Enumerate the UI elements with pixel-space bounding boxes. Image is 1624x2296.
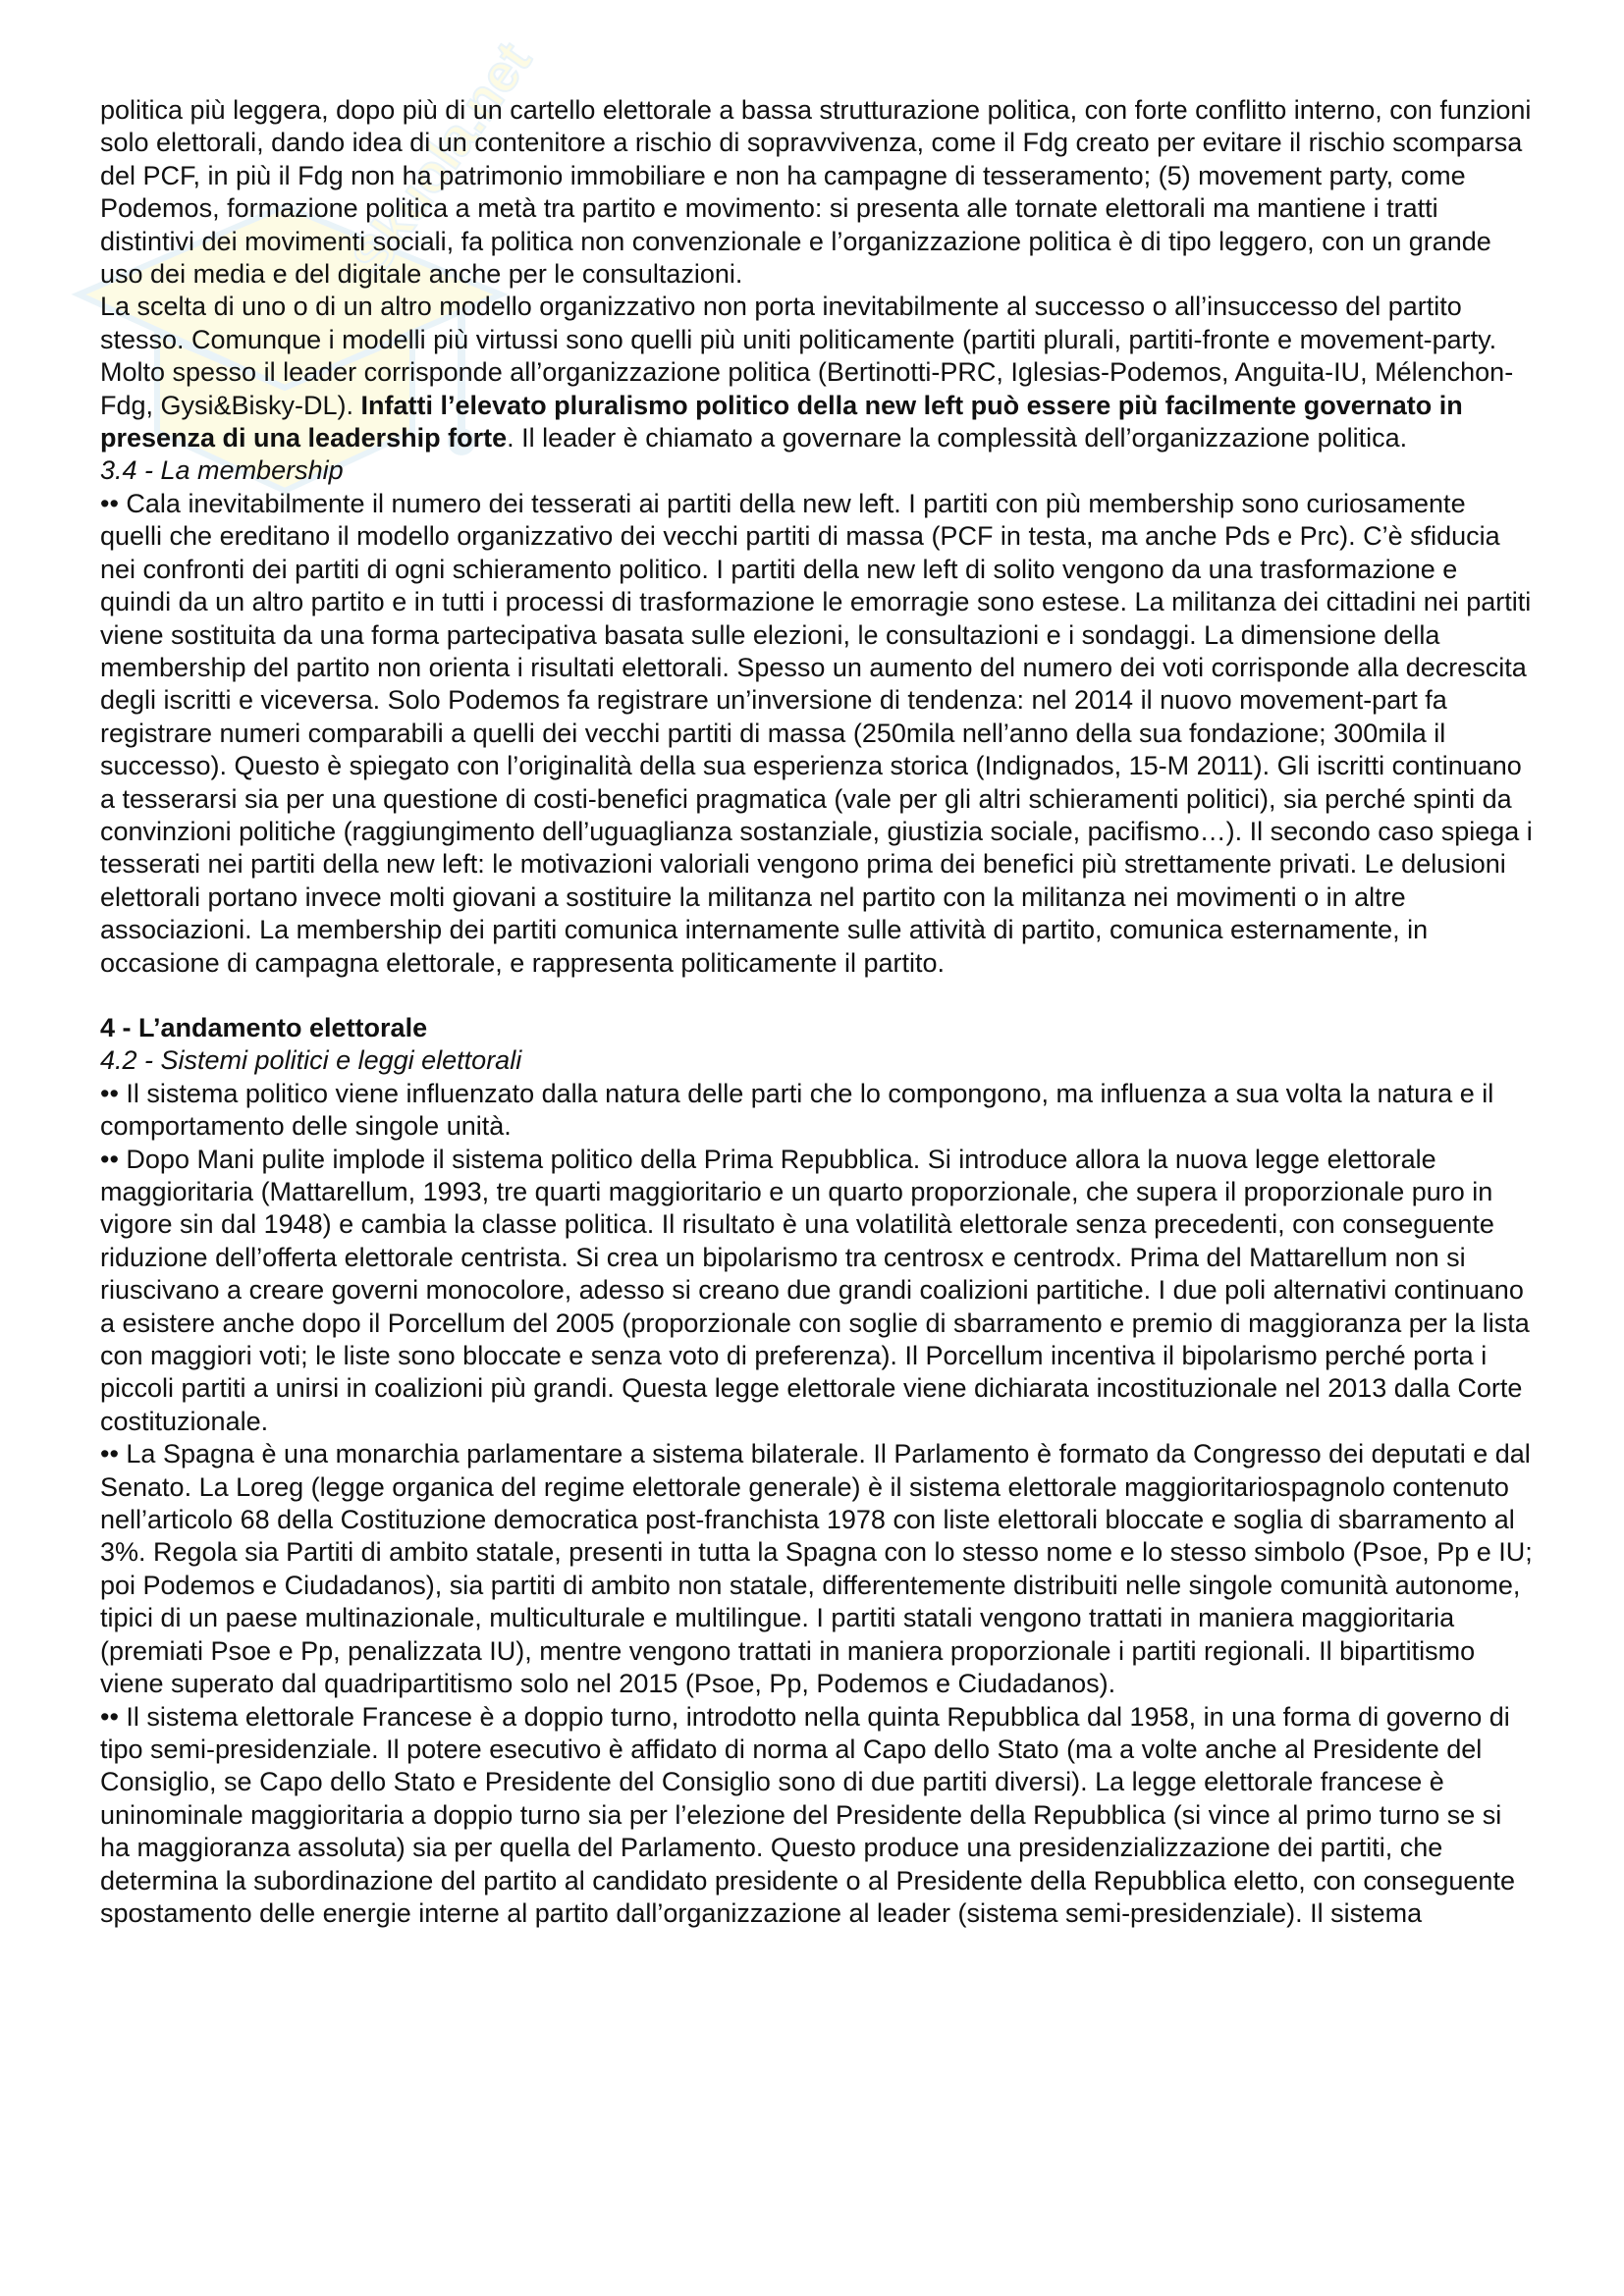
- section-heading: 4 - L’andamento elettorale: [100, 1012, 428, 1042]
- paragraph: •• Cala inevitabilmente il numero dei tesserati ai partiti della new left. I partiti con più membership sono curiosamente quelli che ereditano il modello organizzativo dei vecchi partiti di massa (PCF in testa, ma anche Pds e Prc). C’è sfiducia nei confronti dei partiti di ogni schieramento politico. I partiti della new left di solito vengono da una trasformazione e quindi da un altro partito e in tutti i processi di trasformazione le emorragie sono estese. La militanza dei cittadini nei partiti viene sostituita da una forma partecipativa basata sulle elezioni, le consultazioni e i sondaggi. La dimensione della membership del partito non orienta i risultati elettorali. Spesso un aumento del numero dei voti corrisponde alla decrescita degli iscritti e viceversa. Solo Podemos fa registrare un’inversione di tendenza: nel 2014 il nuovo movement-part fa registrare numeri comparabili a quelli dei vecchi partiti di massa (250mila nell’anno della sua fondazione; 300mila il successo). Questo è spiegato con l’originalità della sua esperienza storica (Indignados, 15-M 2011). Gli iscritti continuano a tesserarsi sia per una questione di costi-benefici pragmatica (vale per gli altri schieramenti politici), sia perché spinti da convinzioni politiche (raggiungimento dell’uguaglianza sostanziale, giustizia sociale, pacifismo…). Il secondo caso spiega i tesserati nei partiti della new left: le motivazioni valoriali vengono prima dei benefici più strettamente privati. Le delusioni elettorali portano invece molti giovani a sostituire la militanza nel partito con la militanza nei movimenti o in altre associazioni. La membership dei partiti comunica internamente sulle attività di partito, comunica esternamente, in occasione di campagna elettorale, e rappresenta politicamente il partito.: [100, 488, 1533, 978]
- paragraph: •• La Spagna è una monarchia parlamentare a sistema bilaterale. Il Parlamento è formato da Congresso dei deputati e dal Senato. La Loreg (legge organica del regime elettorale generale) è il sistema elettorale maggioritariospagnolo contenuto nell’articolo 68 della Costituzione democratica post-franchista 1978 con liste elettorali bloccate e soglia di sbarramento al 3%. Regola sia Partiti di ambito statale, presenti in tutta la Spagna con lo stesso nome e lo stesso simbolo (Psoe, Pp e IU; poi Podemos e Ciudadanos), sia partiti di ambito non statale, differentemente distribuiti nelle singole comunità autonome, tipici di un paese multinazionale, multiculturale e multilingue. I partiti statali vengono trattati in maniera maggioritaria (premiati Psoe e Pp, penalizzata IU), mentre vengono trattati in maniera proporzionale i partiti regionali. Il bipartitismo viene superato dal quadripartitismo solo nel 2015 (Psoe, Pp, Podemos e Ciudadanos).: [100, 1439, 1533, 1699]
- paragraph: •• Il sistema elettorale Francese è a doppio turno, introdotto nella quinta Repubblica dal 1958, in una forma di governo di tipo semi-presidenziale. Il potere esecutivo è affidato di norma al Capo dello Stato (ma a volte anche al Presidente del Consiglio, se Capo dello Stato e Presidente del Consiglio sono di due partiti diversi). La legge elettorale francese è uninominale maggioritaria a doppio turno sia per l’elezione del Presidente della Repubblica (si vince al primo turno se si ha maggioranza assoluta) sia per quella del Parlamento. Questo produce una presidenzializzazione dei partiti, che determina la subordinazione del partito al candidato presidente o al Presidente della Repubblica eletto, con conseguente spostamento delle energie interne al partito dall’organizzazione al leader (sistema semi-presidenziale). Il sistema: [100, 1701, 1515, 1928]
- document-body: [100, 94, 1534, 1930]
- paragraph: •• Il sistema politico viene influenzato dalla natura delle parti che lo compongono, ma influenza a sua volta la natura e il comportamento delle singole unità.: [100, 1078, 1494, 1142]
- paragraph-text: La scelta di uno o di un altro modello organizzativo non porta inevitabilmente al successo o all’insuccesso del partito stesso. Comunque i modelli più virtussi sono quelli più uniti politicamente (partiti plurali, partiti-fronte e movement-party. Molto spesso il leader corrisponde all’organizzazione politica (Bertinotti-PRC, Iglesias-Podemos, Anguita-IU, Mélenchon-Fdg, Gysi&Bisky-DL).: [100, 292, 1514, 420]
- watermark-label: Skuola.net: [341, 31, 543, 286]
- subsection-heading: 4.2 - Sistemi politici e leggi elettorali: [100, 1045, 522, 1076]
- paragraph: [100, 291, 1534, 454]
- bold-statement: Infatti l’elevato pluralismo politico della new left può essere più facilmente governato in presenza di una leadership forte: [100, 390, 1463, 454]
- subsection-heading: 3.4 - La membership: [100, 455, 344, 486]
- paragraph-text: . Il leader è chiamato a governare la complessità dell’organizzazione politica.: [507, 423, 1408, 454]
- paragraph: politica più leggera, dopo più di un cartello elettorale a bassa strutturazione politica, con forte conflitto interno, con funzioni solo elettorali, dando idea di un contenitore a rischio di sopravvivenza, come il Fdg creato per evitare il rischio scomparsa del PCF, in più il Fdg non ha patrimonio immobiliare e non ha campagne di tesseramento; (5) movement party, come Podemos, formazione politica a metà tra partito e movimento: si presenta alle tornate elettorali ma mantiene i tratti distintivi dei movimenti sociali, fa politica non convenzionale e l’organizzazione politica è di tipo leggero, con un grande uso dei media e del digitale anche per le consultazioni.: [100, 95, 1532, 290]
- paragraph: •• Dopo Mani pulite implode il sistema politico della Prima Repubblica. Si introduce allora la nuova legge elettorale maggioritaria (Mattarellum, 1993, tre quarti maggioritario e un quarto proporzionale, che supera il proporzionale puro in vigore sin dal 1948) e cambia la classe politica. Il risultato è una volatilità elettorale senza precedenti, con conseguente riduzione dell’offerta elettorale centrista. Si crea un bipolarismo tra centrosx e centrodx. Prima del Mattarellum non si riuscivano a creare governi monocolore, adesso si creano due grandi coalizioni partitiche. I due poli alternativi continuano a esistere anche dopo il Porcellum del 2005 (proporzionale con soglie di sbarramento e premio di maggioranza per la lista con maggiori voti; le liste sono bloccate e senza voto di preferenza). Il Porcellum incentiva il bipolarismo perché porta i piccoli partiti a unirsi in coalizioni più grandi. Questa legge elettorale viene dichiarata incostituzionale nel 2013 dalla Corte costituzionale.: [100, 1144, 1530, 1436]
